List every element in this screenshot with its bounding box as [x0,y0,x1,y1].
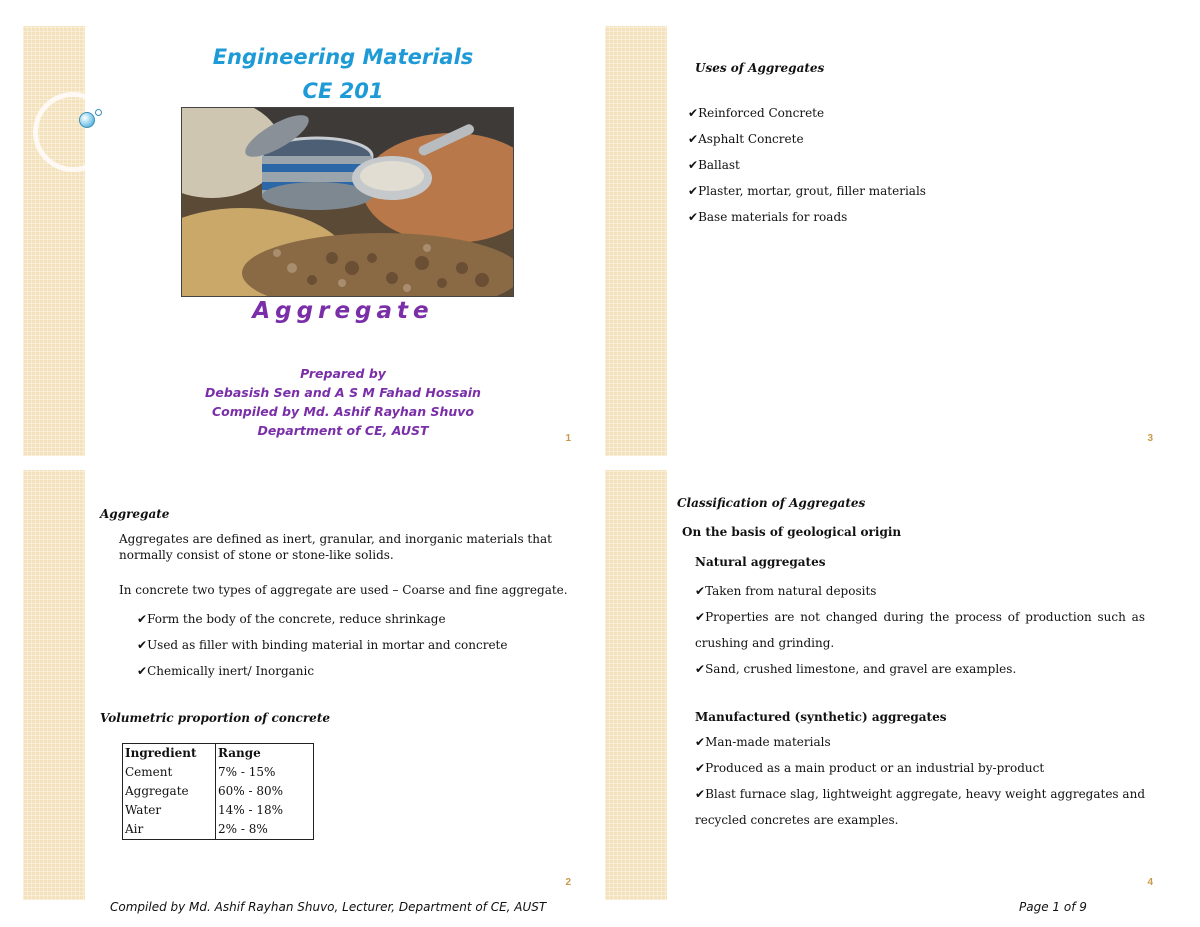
slide-heading: Aggregate [100,507,170,521]
table-cell: Cement [123,763,216,782]
table-cell: 14% - 18% [218,803,284,817]
footer-credit: Compiled by Md. Ashif Rayhan Shuvo, Lecturer, Department of CE, AUST [110,900,547,914]
natural-list [695,578,1145,682]
table-header: Range [218,746,261,760]
manufactured-heading: Manufactured (synthetic) aggregates [695,710,947,724]
decorative-bubble-icon [79,112,95,128]
slide-2 [23,470,593,900]
page-number: 4 [1147,877,1153,888]
table-cell: Aggregate [123,782,216,801]
basis-heading: On the basis of geological origin [682,525,902,539]
page-number: 3 [1147,433,1153,444]
table-cell: 7% - 15% [218,765,276,779]
table-row [123,763,314,782]
list-item: ✔ Ballast [688,157,926,183]
decorative-stripe [23,26,85,456]
types-text: In concrete two types of aggregate are used – Coarse and fine aggregate. [119,583,568,597]
slide-heading: Aggregate [252,298,434,324]
list-item: ✔ Chemically inert/ Inorganic [137,663,507,689]
aggregate-functions-list [137,611,507,689]
table-header: Ingredient [123,744,216,764]
list-item: ✔ Used as filler with binding material in mortar and concrete [137,637,507,663]
list-item: ✔ Taken from natural deposits [695,578,1145,604]
volumetric-proportion-table [122,743,314,840]
table-row [123,801,314,820]
list-item: ✔ Plaster, mortar, grout, filler materials [688,183,926,209]
list-item: ✔ Form the body of the concrete, reduce shrinkage [137,611,507,637]
table-row [123,820,314,840]
definition-text: Aggregates are defined as inert, granular, and inorganic materials that normally consist of stone or stone-like solids. [119,532,552,562]
table-row [123,782,314,801]
uses-list [688,105,926,235]
list-item: ✔ Produced as a main product or an industrial by-product [695,755,1145,781]
decorative-small-bubble-icon [95,109,102,116]
decorative-stripe [605,470,667,900]
list-item: ✔ Properties are not changed during the process of production such as crushing and grinding. [695,604,1145,656]
table-cell: Water [123,801,216,820]
decorative-stripe [605,26,667,456]
natural-heading: Natural aggregates [695,555,826,569]
list-item: ✔ Asphalt Concrete [688,131,926,157]
table-header-row [123,744,314,764]
slide-heading: Uses of Aggregates [695,61,825,75]
decorative-ring [33,92,113,172]
slide-3 [605,26,1175,456]
list-item: ✔ Sand, crushed limestone, and gravel are examples. [695,656,1145,682]
slide-1 [23,26,593,456]
list-item: ✔ Reinforced Concrete [688,105,926,131]
footer-page-count: Page 1 of 9 [1019,900,1087,914]
page-number: 2 [565,877,571,888]
table-cell: 60% - 80% [218,784,284,798]
list-item: ✔ Base materials for roads [688,209,926,235]
table-heading: Volumetric proportion of concrete [100,711,330,725]
table-cell: Air [123,820,216,840]
page-number: 1 [565,433,571,444]
table-cell: 2% - 8% [218,822,268,836]
aggregate-sieves-photo [181,107,514,297]
manufactured-list [695,729,1145,833]
slide-heading: Classification of Aggregates [677,496,866,510]
presentation-title: Engineering Materials CE 201 [212,45,474,103]
decorative-stripe [23,470,85,900]
credits: Prepared by Debasish Sen and A S M Fahad Hossain Compiled by Md. Ashif Rayhan Shuvo Department of CE, AUST [205,366,481,438]
list-item: ✔ Man-made materials [695,729,1145,755]
slide-4 [605,470,1175,900]
list-item: ✔ Blast furnace slag, lightweight aggregate, heavy weight aggregates and recycled concretes are examples. [695,781,1145,833]
